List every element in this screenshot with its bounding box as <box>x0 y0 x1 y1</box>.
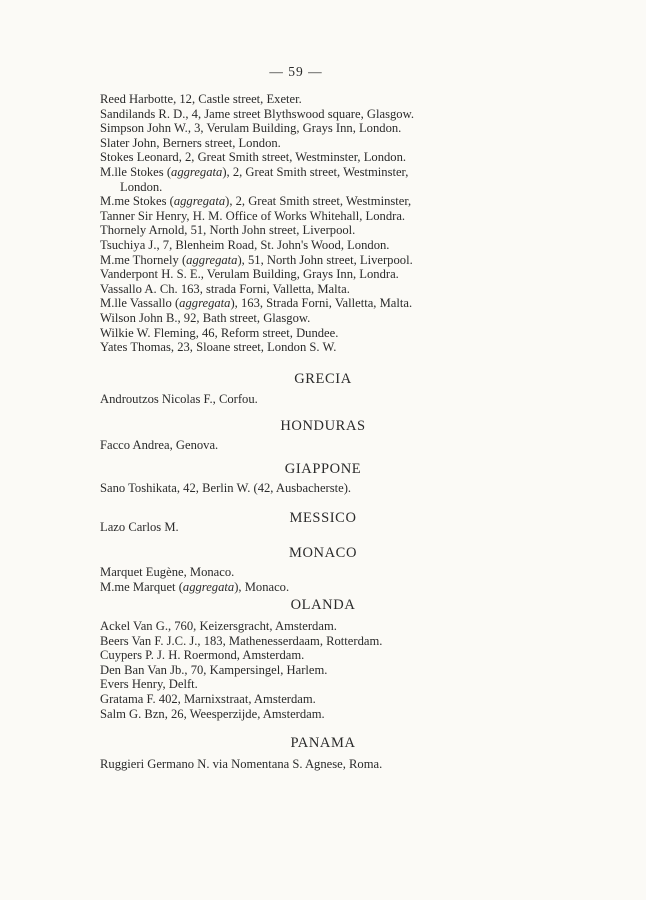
list-item: Slater John, Berners street, London. <box>100 135 281 150</box>
section-heading-giappone: GIAPPONE <box>284 461 362 477</box>
list-item: Salm G. Bzn, 26, Weesperzijde, Amsterdam. <box>100 706 325 721</box>
list-item: M.me Marquet (aggregata), Monaco. <box>100 580 290 594</box>
section-heading-monaco: MONACO <box>288 545 358 561</box>
list-item: M.me Thornely (aggregata), 51, North John street, Liverpool. <box>100 252 413 267</box>
list-item: Gratama F. 402, Marnixstraat, Amsterdam. <box>100 691 316 706</box>
entry-list-top <box>100 92 620 355</box>
list-item: Tsuchiya J., 7, Blenheim Road, St. John's Wood, London. <box>100 237 390 252</box>
list-item: Wilson John B., 92, Bath street, Glasgow. <box>100 310 311 325</box>
list-item: Den Ban Van Jb., 70, Kampersingel, Harlem. <box>100 662 328 677</box>
entry-list-olanda <box>100 619 620 721</box>
list-item: Ruggieri Germano N. via Nomentana S. Agnese, Roma. <box>100 757 383 771</box>
list-item: Wilkie W. Fleming, 46, Reform street, Dundee. <box>100 325 339 340</box>
list-item-continuation: London. <box>120 179 163 194</box>
section-heading-olanda: OLANDA <box>290 597 356 613</box>
list-item: Facco Andrea, Genova. <box>100 438 219 452</box>
list-item: Yates Thomas, 23, Sloane street, London S. W. <box>100 340 337 355</box>
list-item: Androutzos Nicolas F., Corfou. <box>100 392 258 406</box>
section-heading-messico: MESSICO <box>289 510 357 526</box>
list-item: M.lle Vassallo (aggregata), 163, Strada Forni, Valletta, Malta. <box>100 296 413 311</box>
list-item: Marquet Eugène, Monaco. <box>100 565 235 579</box>
list-item: Vassallo A. Ch. 163, strada Forni, Valletta, Malta. <box>100 281 350 296</box>
list-item: Sandilands R. D., 4, Jame street Blythswood square, Glasgow. <box>100 106 414 121</box>
list-item: Stokes Leonard, 2, Great Smith street, Westminster, London. <box>100 150 407 165</box>
list-item: Vanderpont H. S. E., Verulam Building, Grays Inn, Londra. <box>100 267 399 282</box>
list-item: M.lle Stokes (aggregata), 2, Great Smith street, Westminster, <box>100 164 409 179</box>
section-heading-grecia: GRECIA <box>294 371 352 387</box>
list-item: Evers Henry, Delft. <box>100 677 198 692</box>
list-item: Thornely Arnold, 51, North John street, Liverpool. <box>100 223 356 238</box>
list-item: Simpson John W., 3, Verulam Building, Grays Inn, London. <box>100 121 402 136</box>
list-item: Reed Harbotte, 12, Castle street, Exeter. <box>100 92 302 106</box>
list-item: Beers Van F. J.C. J., 183, Mathenesserdaam, Rotterdam. <box>100 633 383 648</box>
section-heading-honduras: HONDURAS <box>280 418 366 434</box>
list-item: Tanner Sir Henry, H. M. Office of Works Whitehall, Londra. <box>100 208 406 223</box>
list-item: Ackel Van G., 760, Keizersgracht, Amsterdam. <box>100 619 337 633</box>
list-item: Sano Toshikata, 42, Berlin W. (42, Ausbacherste). <box>100 481 352 495</box>
page-number: — 59 — <box>269 64 323 79</box>
list-item: M.me Stokes (aggregata), 2, Great Smith street, Westminster, <box>100 194 412 209</box>
list-item: Cuypers P. J. H. Roermond, Amsterdam. <box>100 648 305 663</box>
list-item: Lazo Carlos M. <box>100 520 179 534</box>
section-heading-panama: PANAMA <box>290 735 356 751</box>
